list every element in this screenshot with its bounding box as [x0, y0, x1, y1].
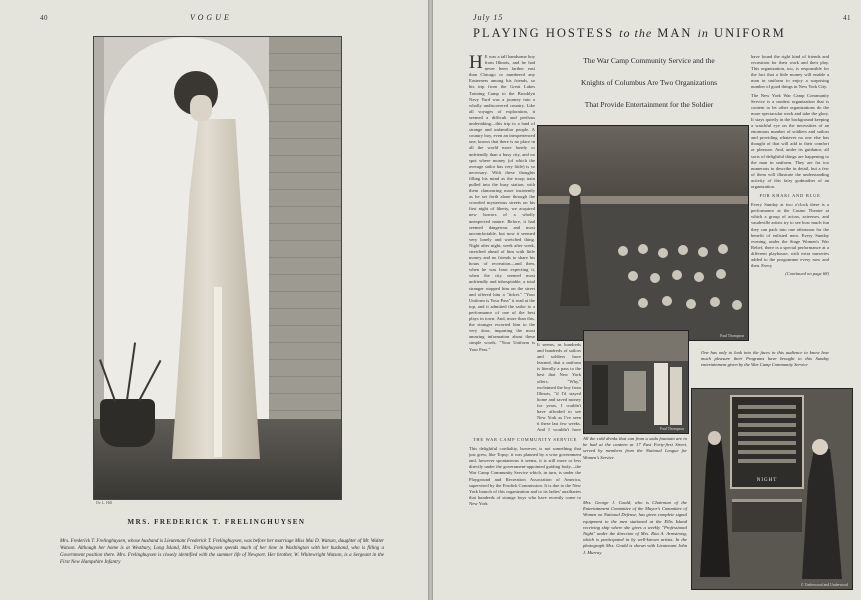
deck — [551, 50, 747, 116]
signal-board — [730, 395, 804, 489]
right-folio: 41 — [843, 14, 851, 22]
photo-credit: De L. Hill — [96, 500, 113, 505]
gould-face — [812, 439, 828, 455]
lieutenant-face — [708, 431, 721, 445]
headline — [473, 26, 853, 41]
audience-member — [650, 273, 660, 283]
drop-cap: H — [469, 54, 483, 73]
audience-member — [638, 298, 648, 308]
server-figure — [654, 363, 668, 425]
canteen-caption: All the cold drinks that can from a soda fountain are to be had at the canteen at 17 East Forty-first Street, served by members from the National League for Women's Service — [583, 436, 687, 460]
speaker-figure — [560, 186, 590, 306]
left-folio: 40 — [40, 14, 48, 22]
article-column-2 — [469, 434, 581, 590]
headline-part: to the — [619, 26, 653, 40]
audience-member — [662, 296, 672, 306]
fountain-counter — [624, 371, 646, 411]
board-lights — [738, 405, 796, 465]
audience-member — [658, 248, 668, 258]
paragraph: The New York War Camp Community Service is a modest organization that is content to let other organizations do the more spectacular work and take the glory. It stays quietly in the background keeping a watchful eye on the necessities of an enormous number of soldiers and sailors and providing whatever no one else has thought of that will add to their comfort or pleasure. And, under its guidance, all sorts of delightful things are happening to the man in uniform. They are far too numerous to describe in detail, but a few of them will illustrate the understanding activity of this fairy godmother of an organization. — [751, 92, 829, 189]
audience-member — [710, 297, 720, 307]
paragraph: This delightful cordiality, however, is not something that just grew, like Topsy; it was planned by a wise government and, however spontaneous it seems, it is still more or less directly under the government-appointed guiding body—the War Camp Community Service which, in turn, is under the Playground and Recreation Association of America, supervised by the Fosdick Commission. It is due to the New York branch of this organization and to its ladies' auxiliaries that hundreds of strange boys who have recently come to New York — [469, 446, 581, 506]
board-sign: NIGHT — [756, 478, 778, 483]
left-page — [0, 0, 428, 600]
gown-trim — [214, 287, 222, 457]
headline-part: in — [697, 26, 709, 40]
deck-line: Knights of Columbus Are Two Organizations — [580, 78, 718, 87]
photo-credit: Paul Thompson — [660, 427, 684, 431]
canteen-wall — [584, 331, 688, 361]
running-date: July 15 — [473, 13, 504, 22]
article-column-2-top — [537, 342, 581, 432]
theatre-caption: One has only to look into the faces in this audience to know how much pleasure their Programs have brought to this Sunday entertainment given by the War Camp Community Service — [701, 350, 829, 368]
audience-member — [686, 299, 696, 309]
audience-member — [628, 271, 638, 281]
bench — [732, 499, 802, 532]
photo-credit: Paul Thompson — [720, 334, 744, 338]
gould-figure — [802, 449, 842, 579]
audience-member — [718, 244, 728, 254]
portrait-photo — [93, 36, 342, 500]
photo-credit: © Underwood and Underwood — [800, 583, 848, 587]
continued-note: (Continued on page 68) — [785, 271, 829, 277]
audience-member — [732, 300, 742, 310]
article-column-3 — [751, 54, 829, 344]
soldier-figure — [592, 365, 608, 425]
audience-member — [694, 272, 704, 282]
subhead: FOR KHAKI AND BLUE — [759, 193, 821, 199]
woman-face — [190, 95, 212, 121]
running-head: VOGUE — [190, 13, 232, 22]
canteen-photo — [583, 330, 689, 434]
caption-title: MRS. FREDERICK T. FRELINGHUYSEN — [127, 518, 306, 526]
stone-wall — [269, 37, 341, 419]
paragraph: have found the right kind of friends and recreation for their work and their play. This organization, too, is responsible for the fact that a little money will enable a man in uniform to enjoy a surprising number of good things in New York City. — [751, 54, 829, 90]
gould-caption: Mrs. George J. Gould, who is Chairman of the Entertainment Committee of the Mayor's Committee of Women on National Defense, has given complete signal equipment to the men stationed at the Ellis Island receiving ship where she gives a weekly "Professional Night" under the direction of Mrs. Rita A. Armstrong, which is participated in by well-known artists. In the photograph Mrs. Gould is shown with Lieutenant John J. Murray — [583, 500, 687, 555]
audience-member — [678, 245, 688, 255]
audience-member — [698, 247, 708, 257]
subhead: THE WAR CAMP COMMUNITY SERVICE — [472, 437, 578, 442]
speaker-face — [569, 184, 581, 196]
paragraph: E was a tall handsome boy from Illinois, and he had never been farther east than Chicago or numbered any Easterners among his friends, so his trip from the Great Lakes Training Camp to the Brooklyn Navy Yard was a journey into a wholly undiscovered country. Like all voyages of exploration, it seemed a difficult and perilous undertaking—this trip to a land of strange and unfamiliar people. A country boy, even an inexperienced one, knows that there is no place in all the world more lonely or unfriendly than a busy city, and no spot where money (of which the average sailor has very little) is so necessary. With these thoughts filling his mind as the troop train pulled into the busy station, with them clamouring more insistently as he set forth alone through the crowded mysterious streets on his first night of liberty, we acquired new horrors of a wholly unexpected nature. Before, it had seemed dangerous and most uncomfortable, but now it seemed very lonely and wretched thing. Night after night, week after week, stretched ahead of him with little money and no friends to share his hours of recreation—and then, when he was least expecting it, when the city seemed most unfriendly and inhospitable, a total stranger stopped him on the street and offered him a "ticket." "Your Uniform is Your Pass" it read at the top, and it admitted the sailor to a performance of one of the best plays in town. And, more than this, the stranger escorted him to the very door, imparting the most amazing information about these simple words, "Your Uniform is Your Pass." — [469, 54, 535, 352]
headline-part: MAN — [657, 26, 693, 40]
paragraph: It seems, as hundreds and hundreds of sailors and soldiers have learned, that a uniform is literally a pass to the best that New York offers. "Why," exclaimed the boy from Illinois, "if I'd stayed home and saved money for years, I couldn't have afforded to see New York as I've seen it these last few weeks. And I wouldn't have — [537, 342, 581, 432]
theatre-photo — [537, 125, 749, 341]
headline-part: PLAYING HOSTESS — [473, 26, 615, 40]
caption-body: Mrs. Frederick T. Frelinghuysen, whose husband is Lieutenant Frederick T. Frelinghuysen, was before her marriage Miss Mai D. Watson, daughter of Mr. Walter Watson. Although her home is at Westbury, Long Island, Mrs. Frelinghuysen spends much of her time in Washington with her husband, who is filling a Government position there. Mrs. Frelinghuysen is closely identified with the summer life of Newport. Her brother, W. Whitewright Watson, is a Sergeant in the First New Hampshire Infantry — [60, 539, 384, 565]
audience-member — [672, 270, 682, 280]
audience-member — [618, 246, 628, 256]
lieutenant-figure — [700, 437, 730, 577]
headline-part: UNIFORM — [714, 26, 786, 40]
server-figure — [670, 367, 682, 425]
deck-line: The War Camp Community Service and the — [583, 56, 715, 65]
paragraph: Every Sunday at two o'clock there is a performance at the Casino Theatre at which a group of actors, actresses, and vaudeville artists try to see how much fun they can pack into one afternoon for the benefit of enlisted men. Every Sunday evening, under the Stage Women's War Relief, there is a special performance at a different playhouse, with extra nurseries added to the programme every now and then. Every — [751, 202, 829, 269]
audience-member — [638, 244, 648, 254]
gould-photo — [691, 388, 853, 590]
deck-line: That Provide Entertainment for the Soldier — [584, 100, 714, 109]
audience-member — [716, 269, 726, 279]
plant-pot — [100, 399, 155, 447]
right-page — [433, 0, 861, 600]
